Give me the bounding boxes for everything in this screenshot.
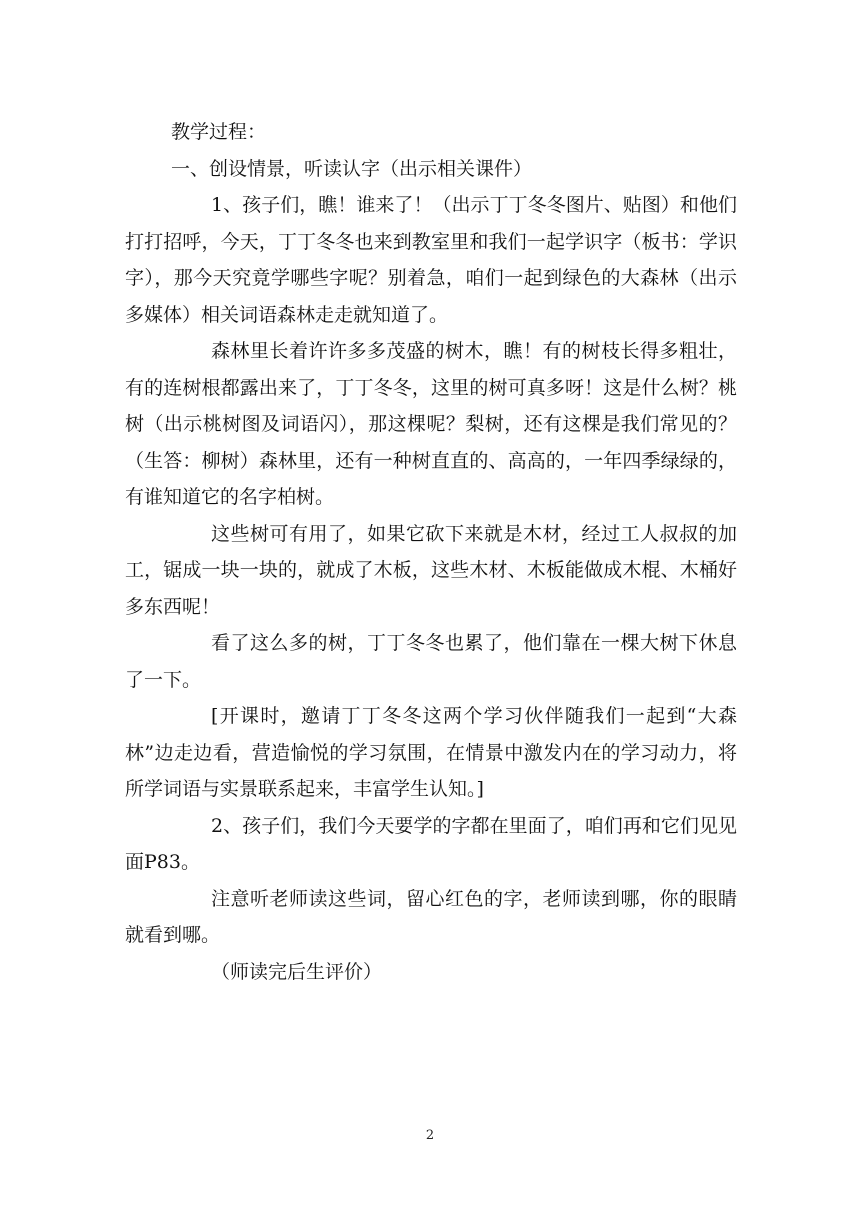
paragraph-3: 这些树可有用了，如果它砍下来就是木材，经过工人叔叔的加工，锯成一块一块的，就成了木板，这些木材、木板能做成木棍、木桶好多东西呢！ [125,522,737,618]
paragraph-5-note: [开课时，邀请丁丁冬冬这两个学习伙伴随我们一起到“大森林”边走边看，营造愉悦的学习氛围，在情景中激发内在的学习动力，将所学词语与实景联系起来，丰富学生认知。] [125,705,737,800]
paragraph-6: 2、孩子们，我们今天要学的字都在里面了，咱们再和它们见见面P83。 [125,814,737,873]
document-body [125,114,737,990]
paragraph-4: 看了这么多的树，丁丁冬冬也累了，他们靠在一棵大树下休息了一下。 [125,632,737,691]
paragraph-2: 森林里长着许许多多茂盛的树木，瞧！有的树枝长得多粗壮，有的连树根都露出来了，丁丁冬冬，这里的树可真多呀！这是什么树？桃树（出示桃树图及词语闪），那这棵呢？梨树，还有这棵是我们常见的？（生答：柳树）森林里，还有一种树直直的、高高的，一年四季绿绿的，有谁知道它的名字柏树。 [125,340,737,508]
section-heading-part-one: 一、创设情景，听读认字（出示相关课件） [171,157,533,180]
paragraph-7: 注意听老师读这些词，留心红色的字，老师读到哪，你的眼睛就看到哪。 [125,887,737,946]
section-heading-teaching-process: 教学过程： [171,121,267,143]
paragraph-1: 1、孩子们，瞧！谁来了！（出示丁丁冬冬图片、贴图）和他们打打招呼，今天，丁丁冬冬也来到教室里和我们一起学识字（板书：学识字），那今天究竟学哪些字呢？别着急，咱们一起到绿色的大森林（出示多媒体）相关词语森林走走就知道了。 [125,194,737,326]
page-number: 2 [425,1128,435,1143]
paragraph-8: （师读完后生评价） [211,960,383,983]
